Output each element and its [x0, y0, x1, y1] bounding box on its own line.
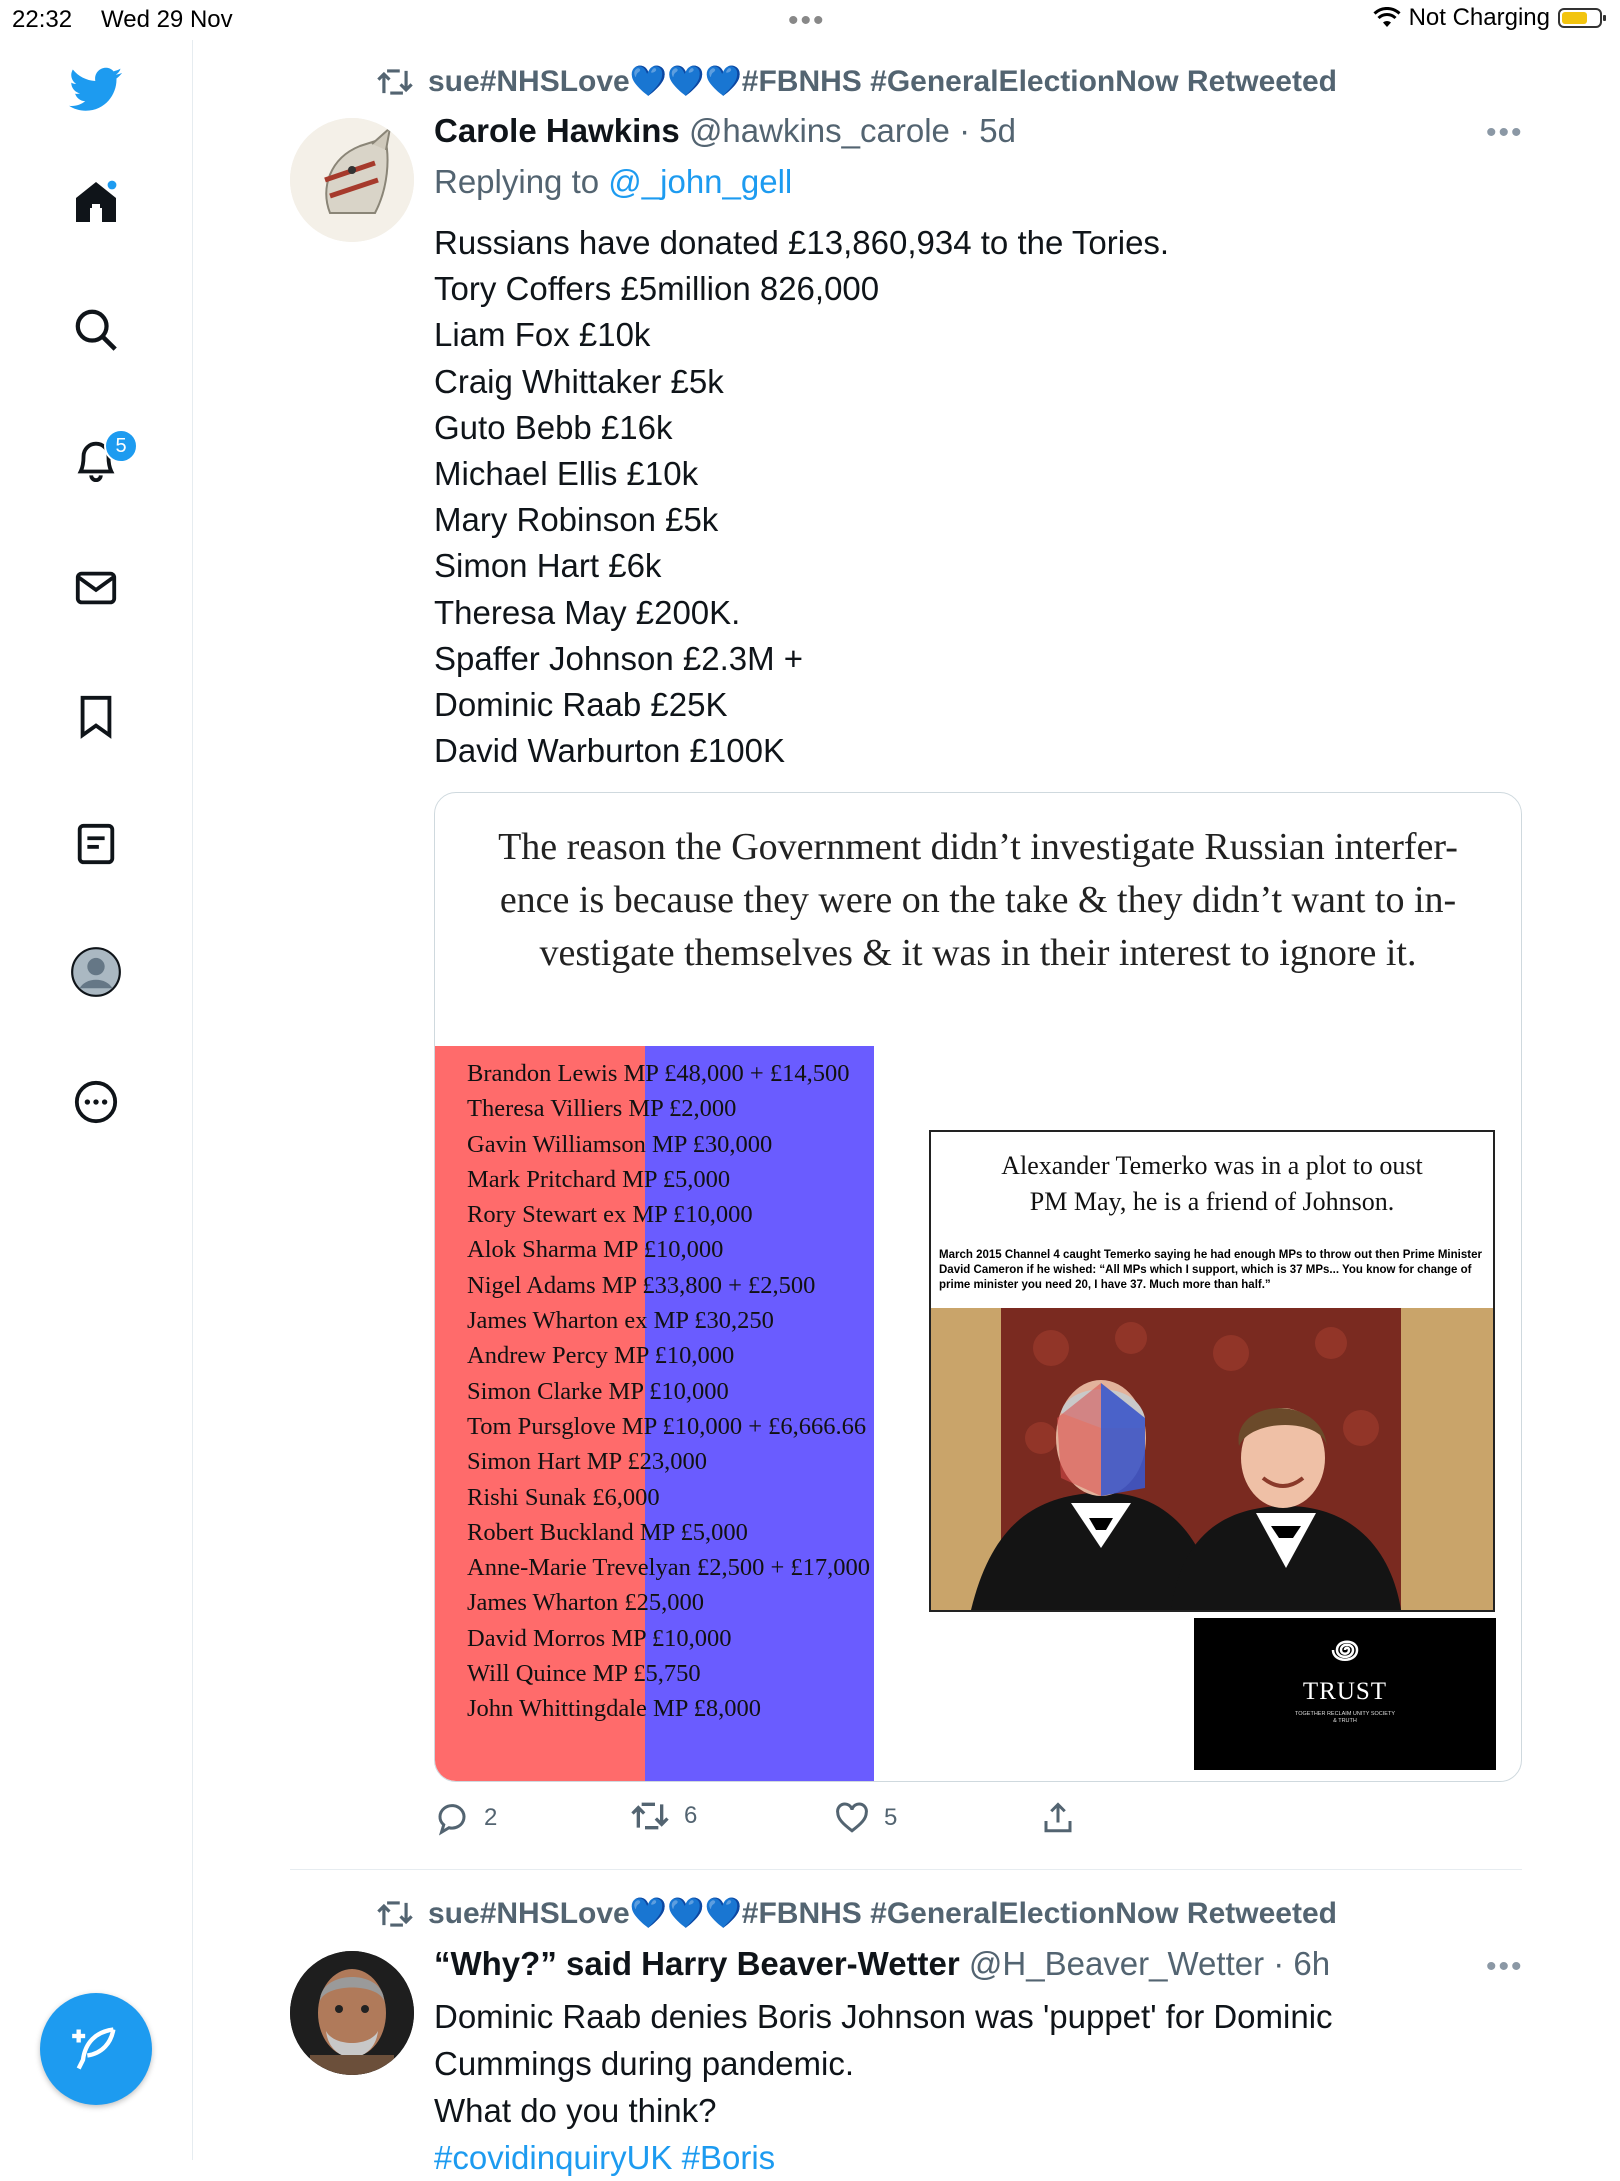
mp-donation-item: James Wharton ex MP £30,250	[467, 1307, 774, 1335]
meme-headline-line: The reason the Government didn’t investigate Russian interfer-	[498, 826, 1458, 868]
mp-donation-item: John Whittingdale MP £8,000	[467, 1695, 761, 1723]
status-date: Wed 29 Nov	[101, 6, 233, 33]
author-handle[interactable]: @H_Beaver_Wetter	[968, 1945, 1265, 1982]
mp-donation-item: Rory Stewart ex MP £10,000	[467, 1201, 753, 1229]
spiral-logo-icon	[1323, 1628, 1367, 1672]
meme-headline-line: ence is because they were on the take & they didn’t want to in-	[499, 879, 1457, 921]
multitasking-dots-icon[interactable]: •••	[788, 4, 826, 37]
mp-donation-item: Andrew Percy MP £10,000	[467, 1342, 735, 1370]
retweet-context	[376, 1896, 1337, 1931]
meme-headline	[435, 821, 1521, 980]
home-icon[interactable]	[60, 166, 132, 238]
tweet-line: Dominic Raab denies Boris Johnson was 'puppet' for Dominic	[434, 1998, 1333, 2035]
tweet-header	[434, 112, 1016, 150]
tweet-line: Mary Robinson £5k	[434, 501, 719, 539]
retweet-count: 6	[684, 1802, 698, 1829]
tweet-time[interactable]: · 6h	[1273, 1945, 1331, 1982]
mp-donation-item: Theresa Villiers MP £2,000	[467, 1095, 737, 1123]
photo-card-heading-line: PM May, he is a friend of Johnson.	[1029, 1187, 1395, 1216]
tweet-header	[434, 1945, 1330, 1983]
wifi-icon	[1373, 7, 1401, 29]
mp-donation-item: Anne-Marie Trevelyan £2,500 + £17,000	[467, 1554, 871, 1582]
like-count: 5	[884, 1804, 898, 1831]
mp-donation-item: David Morros MP £10,000	[467, 1624, 732, 1652]
search-icon[interactable]	[60, 294, 132, 366]
more-options-circle-icon[interactable]	[60, 1066, 132, 1138]
tweet-more-icon[interactable]: •••	[1486, 1950, 1524, 1983]
mp-donation-item: Nigel Adams MP £33,800 + £2,500	[467, 1271, 816, 1299]
tweet-line: Dominic Raab £25K	[434, 686, 728, 724]
tweet-line: What do you think?	[434, 2092, 717, 2129]
avatar[interactable]	[290, 118, 414, 242]
tweet-line: Tory Coffers £5million 826,000	[434, 270, 880, 308]
tweet-line: Spaffer Johnson £2.3M +	[434, 639, 804, 677]
retweet-context	[376, 64, 1337, 99]
reply-button[interactable]	[434, 1800, 497, 1836]
mp-donation-item: Mark Pritchard MP £5,000	[467, 1165, 731, 1193]
tweet-text	[434, 1993, 1333, 2181]
temerko-photo-card	[929, 1130, 1495, 1612]
tweet-more-icon[interactable]: •••	[1486, 116, 1524, 149]
replying-to-link[interactable]: @_john_gell	[608, 163, 793, 200]
mp-donation-item: Robert Buckland MP £5,000	[467, 1518, 748, 1546]
trust-logo-text: TRUST	[1302, 1678, 1388, 1705]
mp-donation-item: Gavin Williamson MP £30,000	[467, 1130, 773, 1158]
like-button[interactable]	[834, 1800, 897, 1836]
messages-envelope-icon[interactable]	[60, 552, 132, 624]
status-bar	[0, 0, 1620, 40]
compose-tweet-button[interactable]	[40, 1993, 152, 2105]
mp-donation-item: Simon Hart MP £23,000	[467, 1448, 708, 1476]
author-handle[interactable]: @hawkins_carole	[688, 112, 950, 149]
reply-count: 2	[484, 1804, 498, 1831]
status-time: 22:32	[12, 6, 73, 33]
share-button[interactable]	[1040, 1800, 1076, 1836]
share-icon	[1040, 1800, 1076, 1836]
notifications-badge: 5	[104, 429, 138, 463]
battery-icon	[1558, 8, 1602, 28]
tweet-text	[434, 220, 1169, 774]
tweet-line: Michael Ellis £10k	[434, 455, 699, 493]
author-name[interactable]: Carole Hawkins	[434, 112, 680, 149]
retweet-icon	[376, 1899, 414, 1929]
tweet-line: Theresa May £200K.	[434, 593, 741, 631]
status-right	[1373, 4, 1602, 32]
photo-two-men	[931, 1308, 1493, 1610]
replying-to-prefix: Replying to	[434, 163, 600, 200]
author-name[interactable]: “Why?” said Harry Beaver-Wetter	[434, 1945, 960, 1982]
retweet-button[interactable]	[630, 1800, 697, 1832]
trust-tagline: TOGETHER RECLAIM UNITY SOCIETY & TRUTH	[1294, 1711, 1396, 1724]
twitter-logo-icon[interactable]	[60, 54, 132, 126]
mp-donation-item: Alok Sharma MP £10,000	[467, 1236, 724, 1264]
photo-card-heading-line: Alexander Temerko was in a plot to oust	[1001, 1151, 1423, 1180]
old-man-avatar-image	[290, 1951, 414, 2075]
tweet-line: Cummings during pandemic.	[434, 2045, 855, 2082]
lists-icon[interactable]	[60, 808, 132, 880]
retweeted-by-text[interactable]: sue#NHSLove💙💙💙#FBNHS #GeneralElectionNow Retweeted	[428, 1897, 1337, 1930]
mp-donation-item: James Wharton £25,000	[467, 1589, 705, 1617]
battery-status-text: Not Charging	[1408, 4, 1550, 31]
mp-donations-list	[467, 1056, 870, 1727]
mp-donation-item: Tom Pursglove MP £10,000 + £6,666.66	[467, 1412, 867, 1440]
bookmarks-icon[interactable]	[60, 680, 132, 752]
tweet-line: Craig Whittaker £5k	[434, 362, 724, 400]
mp-donation-item: Will Quince MP £5,750	[467, 1660, 701, 1688]
retweet-icon	[376, 67, 414, 97]
tweet-line: Russians have donated £13,860,934 to the Tories.	[434, 224, 1170, 261]
mp-donation-item: Brandon Lewis MP £48,000 + £14,500	[467, 1060, 850, 1087]
photo-card-heading	[931, 1148, 1493, 1220]
retweet-icon	[630, 1800, 670, 1832]
tweet-line: David Warburton £100K	[434, 732, 785, 770]
tweet-line: Liam Fox £10k	[434, 316, 651, 354]
tweet-actions	[434, 1800, 1134, 1840]
tweet-time[interactable]: · 5d	[959, 112, 1016, 149]
tweet-media-image[interactable]	[434, 792, 1522, 1782]
tweet-line: Simon Hart £6k	[434, 547, 662, 585]
heart-icon	[834, 1800, 870, 1836]
avatar[interactable]	[290, 1951, 414, 2075]
replying-to	[434, 163, 792, 201]
photo-card-caption: March 2015 Channel 4 caught Temerko saying he had enough MPs to throw out then Prime Minister David Cameron if he wished: “All MPs which I support, which is 37 MPs... You know for change of prime minister you need 20, I have 37. Much more than half.”	[939, 1249, 1482, 1291]
tweet-hashtags[interactable]: #covidinquiryUK #Boris	[434, 2139, 776, 2176]
meme-headline-line: vestigate themselves & it was in their interest to ignore it.	[539, 932, 1417, 974]
mp-donation-item: Simon Clarke MP £10,000	[467, 1377, 729, 1405]
reply-icon	[434, 1800, 470, 1836]
compose-feather-icon	[70, 2023, 122, 2075]
sidebar	[0, 40, 193, 2160]
trust-logo	[1194, 1618, 1496, 1770]
retweeted-by-text[interactable]: sue#NHSLove💙💙💙#FBNHS #GeneralElectionNow Retweeted	[428, 65, 1337, 98]
profile-avatar-icon[interactable]	[60, 936, 132, 1008]
horse-avatar-image	[290, 118, 414, 242]
mp-donation-item: Rishi Sunak £6,000	[467, 1483, 660, 1511]
tweet-line: Guto Bebb £16k	[434, 408, 673, 446]
battery-level	[1562, 12, 1587, 24]
tweet-divider	[290, 1869, 1522, 1870]
